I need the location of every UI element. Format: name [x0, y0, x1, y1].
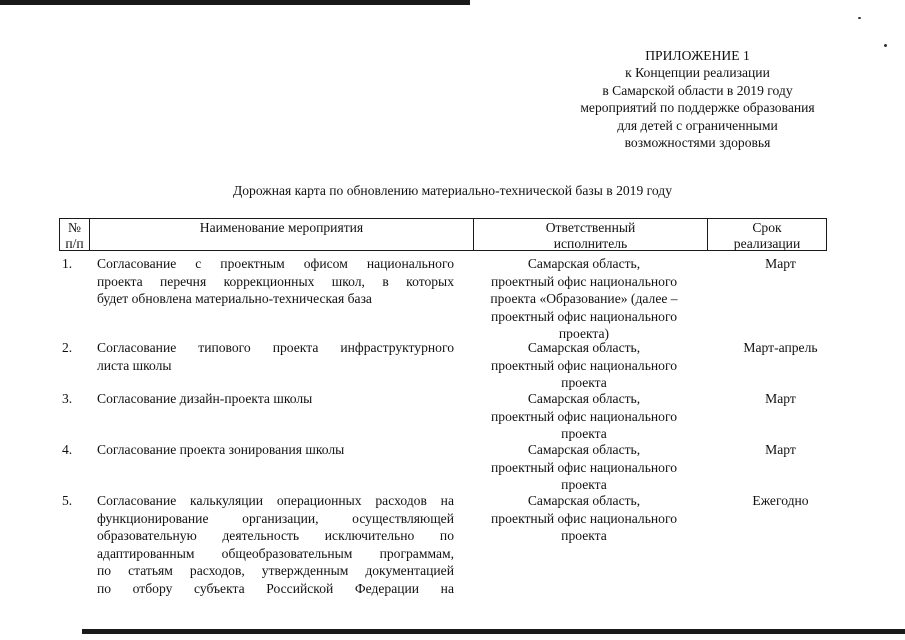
row-number: 1. [62, 256, 73, 271]
appendix-heading: ПРИЛОЖЕНИЕ 1 [645, 48, 750, 63]
row-term: Март [765, 256, 796, 271]
header-responsible: Ответственный исполнитель [545, 220, 636, 251]
row-activity: Согласование дизайн-проекта школы [97, 391, 313, 406]
row-responsible: Самарская область, проектный офис национального проекта [491, 442, 677, 493]
scan-speck [884, 44, 887, 47]
row-responsible: Самарская область, проектный офис национального проекта [491, 391, 677, 442]
scan-speck [858, 17, 861, 19]
header-name: Наименование мероприятия [199, 220, 364, 235]
row-term: Март-апрель [743, 340, 818, 355]
row-activity: Согласование типового проекта инфраструктурного листа школы [97, 340, 454, 373]
row-responsible: Самарская область, проектный офис национального проекта [491, 340, 677, 391]
scan-edge-bottom [82, 629, 905, 634]
appendix-line: для детей с ограниченными [617, 117, 778, 133]
row-number: 2. [62, 340, 73, 355]
appendix-line: мероприятий по поддержке образования [580, 100, 815, 116]
row-responsible: Самарская область, проектный офис национального проекта «Образование» (далее – проектный офис национального проекта) [490, 256, 678, 342]
row-activity: Согласование калькуляции операционных расходов на функционирование организации, осуществляющей образовательную деятельность исключительно по адаптированным общеобразовательным программам, по статьям расходов, утвержденным документацией по отбору субъекта Российской Федерации на [97, 493, 454, 596]
scan-edge-top [0, 0, 470, 5]
appendix-line: в Самарской области в 2019 году [602, 82, 793, 98]
appendix-line: возможностями здоровья [624, 135, 771, 151]
row-number: 4. [62, 442, 73, 457]
row-number: 3. [62, 391, 73, 406]
appendix-line: к Концепции реализации [625, 65, 770, 81]
row-number: 5. [62, 493, 73, 508]
row-activity: Согласование проекта зонирования школы [97, 442, 345, 457]
document-title: Дорожная карта по обновлению материально-технической базы в 2019 году [232, 183, 673, 198]
row-responsible: Самарская область, проектный офис национального проекта [491, 493, 677, 544]
header-num: № п/п [65, 220, 84, 251]
appendix-block [540, 47, 855, 151]
row-term: Март [765, 391, 796, 406]
table-header [59, 218, 827, 251]
row-activity: Согласование с проектным офисом национального проекта перечня коррекционных школ, в которых будет обновлена материально-техническая база [97, 256, 454, 307]
header-term: Срок реализации [733, 220, 801, 251]
row-term: Март [765, 442, 796, 457]
row-term: Ежегодно [752, 493, 809, 508]
